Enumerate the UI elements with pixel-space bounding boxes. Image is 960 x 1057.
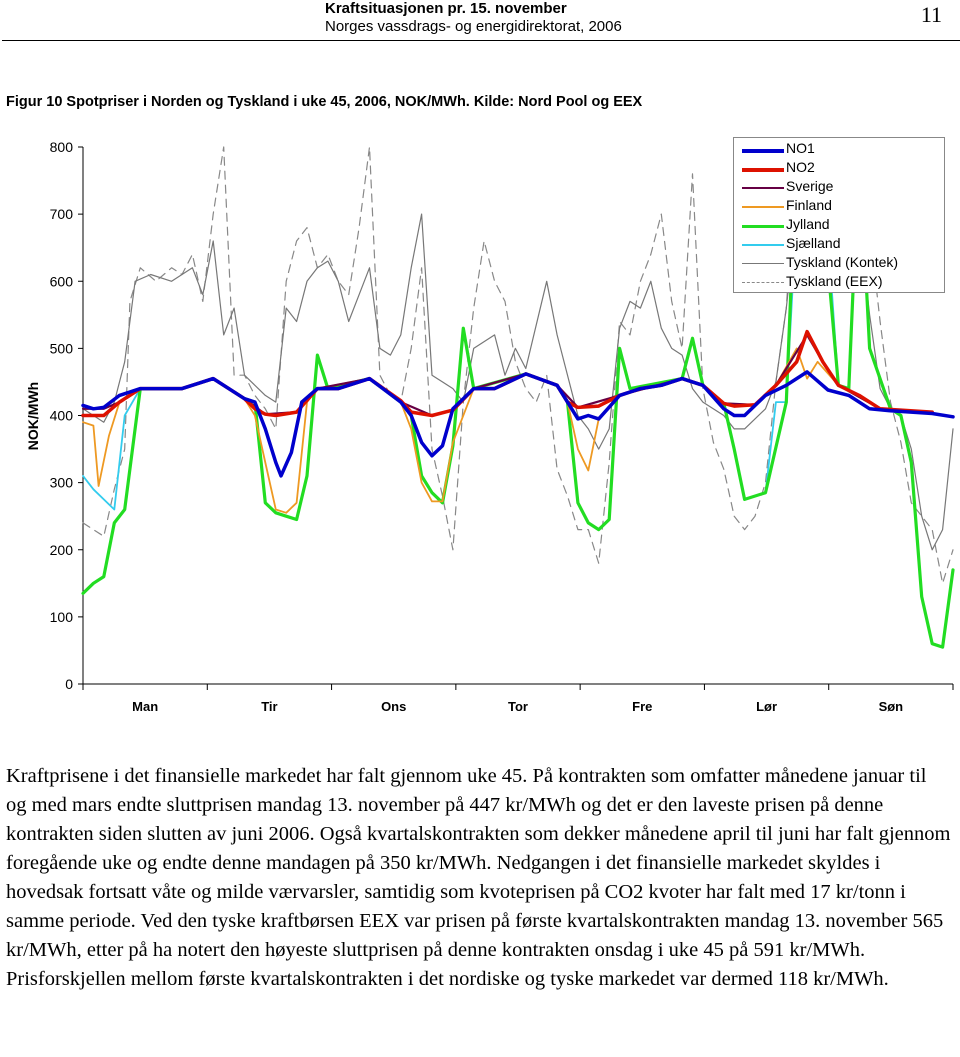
day-label: Fre <box>632 699 653 714</box>
y-tick-label: 800 <box>49 139 73 155</box>
legend-swatch <box>742 187 784 189</box>
series-line-no1 <box>83 372 953 476</box>
legend-item <box>734 159 944 178</box>
header-subtitle: Norges vassdrags- og energidirektorat, 2006 <box>325 18 622 35</box>
legend-label: Sjælland <box>786 235 841 251</box>
legend-label: NO1 <box>786 140 815 156</box>
y-tick-label: 700 <box>49 206 73 223</box>
legend-swatch <box>742 168 784 172</box>
day-label: Man <box>132 699 159 714</box>
legend-swatch <box>742 282 784 283</box>
legend-label: Finland <box>786 197 832 213</box>
day-label: Tor <box>508 699 528 714</box>
legend-label: Tyskland (Kontek) <box>786 254 899 270</box>
y-tick-label: 400 <box>49 407 73 424</box>
legend-swatch <box>742 206 784 208</box>
legend-item <box>734 254 944 273</box>
legend-swatch <box>742 244 784 246</box>
legend-label: Jylland <box>786 216 830 232</box>
header-title: Kraftsituasjonen pr. 15. november <box>325 0 567 17</box>
header-rule <box>2 40 960 41</box>
legend-swatch <box>742 149 784 153</box>
legend-item <box>734 235 944 254</box>
y-tick-label: 100 <box>49 608 73 625</box>
y-axis-label: NOK/MWh <box>25 381 41 451</box>
legend-label: Sverige <box>786 178 834 194</box>
legend-item <box>734 197 944 216</box>
y-tick-label: 500 <box>49 340 73 357</box>
legend-item <box>734 273 944 292</box>
figure-caption: Figur 10 Spotpriser i Norden og Tyskland i uke 45, 2006, NOK/MWh. Kilde: Nord Pool og EEX <box>6 94 643 110</box>
chart-legend <box>733 137 945 293</box>
legend-swatch <box>742 225 784 228</box>
legend-label: NO2 <box>786 159 815 175</box>
legend-item <box>734 216 944 235</box>
day-label: Ons <box>381 699 407 714</box>
legend-item <box>734 140 944 159</box>
y-tick-label: 200 <box>49 541 73 558</box>
y-tick-label: 600 <box>49 273 73 290</box>
legend-label: Tyskland (EEX) <box>786 273 883 289</box>
legend-item <box>734 178 944 197</box>
y-tick-label: 300 <box>49 474 73 491</box>
page-number: 11 <box>920 2 942 27</box>
body-paragraph: Kraftprisene i det finansielle markedet har falt gjennom uke 45. På kontrakten som omfatter månedene januar til og med mars endte sluttprisen mandag 13. november på 447 kr/MWh og det er den laveste prisen på denne kontrakten siden slutten av juni 2006. Også kvartalskontrakten som dekker månedene april til juni har falt gjennom foregående uke og endte denne mandagen på 350 kr/MWh. Nedgangen i det finansielle markedet skyldes i hovedsak fortsatt våte og milde værvarsler, samtidig som kvoteprisen på CO2 kvoter har falt med 17 kr/tonn i samme periode. Ved den tyske kraftbørsen EEX var prisen på første kvartalskontrakten mandag 13. november 565 kr/MWh, etter på ha notert den høyeste sluttprisen på denne kontrakten onsdag i uke 45 på 591 kr/MWh. Prisforskjellen mellom første kvartalskontrakten i det nordiske og tyske markedet var dermed 118 kr/MWh. <box>6 765 951 990</box>
day-label: Søn <box>878 699 904 714</box>
day-label: Lør <box>756 699 778 714</box>
legend-swatch <box>742 263 784 264</box>
day-label: Tir <box>261 699 278 714</box>
y-tick-label: 0 <box>65 676 73 692</box>
